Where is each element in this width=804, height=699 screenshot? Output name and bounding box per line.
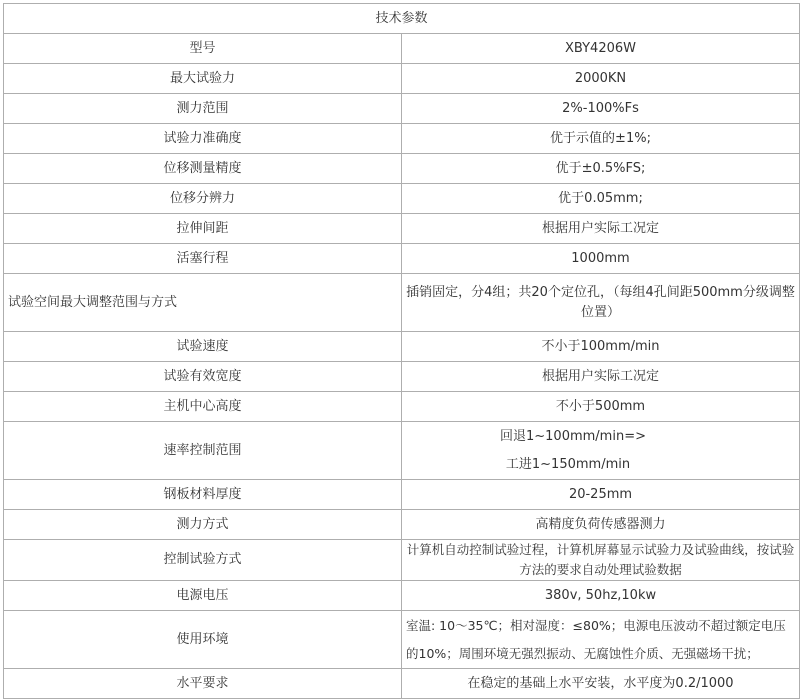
row-label: 主机中心高度 bbox=[4, 392, 402, 422]
row-label: 测力方式 bbox=[4, 510, 402, 540]
row-value: 2%-100%Fs bbox=[402, 94, 800, 124]
row-value: 根据用户实际工况定 bbox=[402, 214, 800, 244]
row-value: 在稳定的基础上水平安装，水平度为0.2/1000 bbox=[402, 669, 800, 699]
row-value: 室温: 10～35℃；相对湿度：≤80%；电源电压波动不超过额定电压的10%；周围环境无强烈振动、无腐蚀性介质、无强磁场干扰； bbox=[402, 611, 800, 669]
row-label: 拉伸间距 bbox=[4, 214, 402, 244]
row-label: 活塞行程 bbox=[4, 244, 402, 274]
table-row bbox=[4, 94, 800, 124]
row-value: 计算机自动控制试验过程，计算机屏幕显示试验力及试验曲线，按试验方法的要求自动处理试验数据 bbox=[402, 540, 800, 581]
row-value: 插销固定，分4组；共20个定位孔，（每组4孔间距500mm分级调整位置） bbox=[402, 274, 800, 332]
row-value: 20-25mm bbox=[402, 480, 800, 510]
row-label: 试验速度 bbox=[4, 332, 402, 362]
table-row bbox=[4, 274, 800, 332]
row-label: 试验空间最大调整范围与方式 bbox=[4, 274, 402, 332]
table-row bbox=[4, 214, 800, 244]
table-row bbox=[4, 244, 800, 274]
row-value: 不小于500mm bbox=[402, 392, 800, 422]
row-label: 测力范围 bbox=[4, 94, 402, 124]
row-value: 不小于100mm/min bbox=[402, 332, 800, 362]
row-value: 根据用户实际工况定 bbox=[402, 362, 800, 392]
table-row bbox=[4, 64, 800, 94]
row-label: 电源电压 bbox=[4, 581, 402, 611]
row-value: 1000mm bbox=[402, 244, 800, 274]
table-row bbox=[4, 124, 800, 154]
table-row bbox=[4, 581, 800, 611]
table-row bbox=[4, 422, 800, 480]
row-label: 试验有效宽度 bbox=[4, 362, 402, 392]
row-label: 钢板材料厚度 bbox=[4, 480, 402, 510]
rate-line-advance: 工进1~150mm/min bbox=[505, 456, 631, 472]
row-value: 优于示值的±1%; bbox=[402, 124, 800, 154]
table-row bbox=[4, 362, 800, 392]
table-row bbox=[4, 611, 800, 669]
row-label: 最大试验力 bbox=[4, 64, 402, 94]
row-value: 380v, 50hz,10kw bbox=[402, 581, 800, 611]
table-row bbox=[4, 332, 800, 362]
row-label: 位移测量精度 bbox=[4, 154, 402, 184]
row-label: 控制试验方式 bbox=[4, 540, 402, 581]
row-value: XBY4206W bbox=[402, 34, 800, 64]
row-value: 优于0.05mm; bbox=[402, 184, 800, 214]
table-row bbox=[4, 480, 800, 510]
row-value: 2000KN bbox=[402, 64, 800, 94]
table-row bbox=[4, 154, 800, 184]
row-value bbox=[402, 422, 800, 480]
table-row bbox=[4, 392, 800, 422]
row-label: 水平要求 bbox=[4, 669, 402, 699]
table-row bbox=[4, 184, 800, 214]
row-label: 试验力准确度 bbox=[4, 124, 402, 154]
row-label: 型号 bbox=[4, 34, 402, 64]
rate-line-retreat: 回退1~100mm/min=> bbox=[500, 428, 646, 444]
tech-params-table bbox=[3, 3, 800, 699]
row-value: 高精度负荷传感器测力 bbox=[402, 510, 800, 540]
table-header: 技术参数 bbox=[4, 4, 800, 34]
table-row bbox=[4, 34, 800, 64]
row-label: 使用环境 bbox=[4, 611, 402, 669]
table-row bbox=[4, 669, 800, 699]
row-label: 位移分辨力 bbox=[4, 184, 402, 214]
table-row bbox=[4, 510, 800, 540]
row-label: 速率控制范围 bbox=[4, 422, 402, 480]
table-row bbox=[4, 540, 800, 581]
table-header-row bbox=[4, 4, 800, 34]
row-value: 优于±0.5%FS; bbox=[402, 154, 800, 184]
